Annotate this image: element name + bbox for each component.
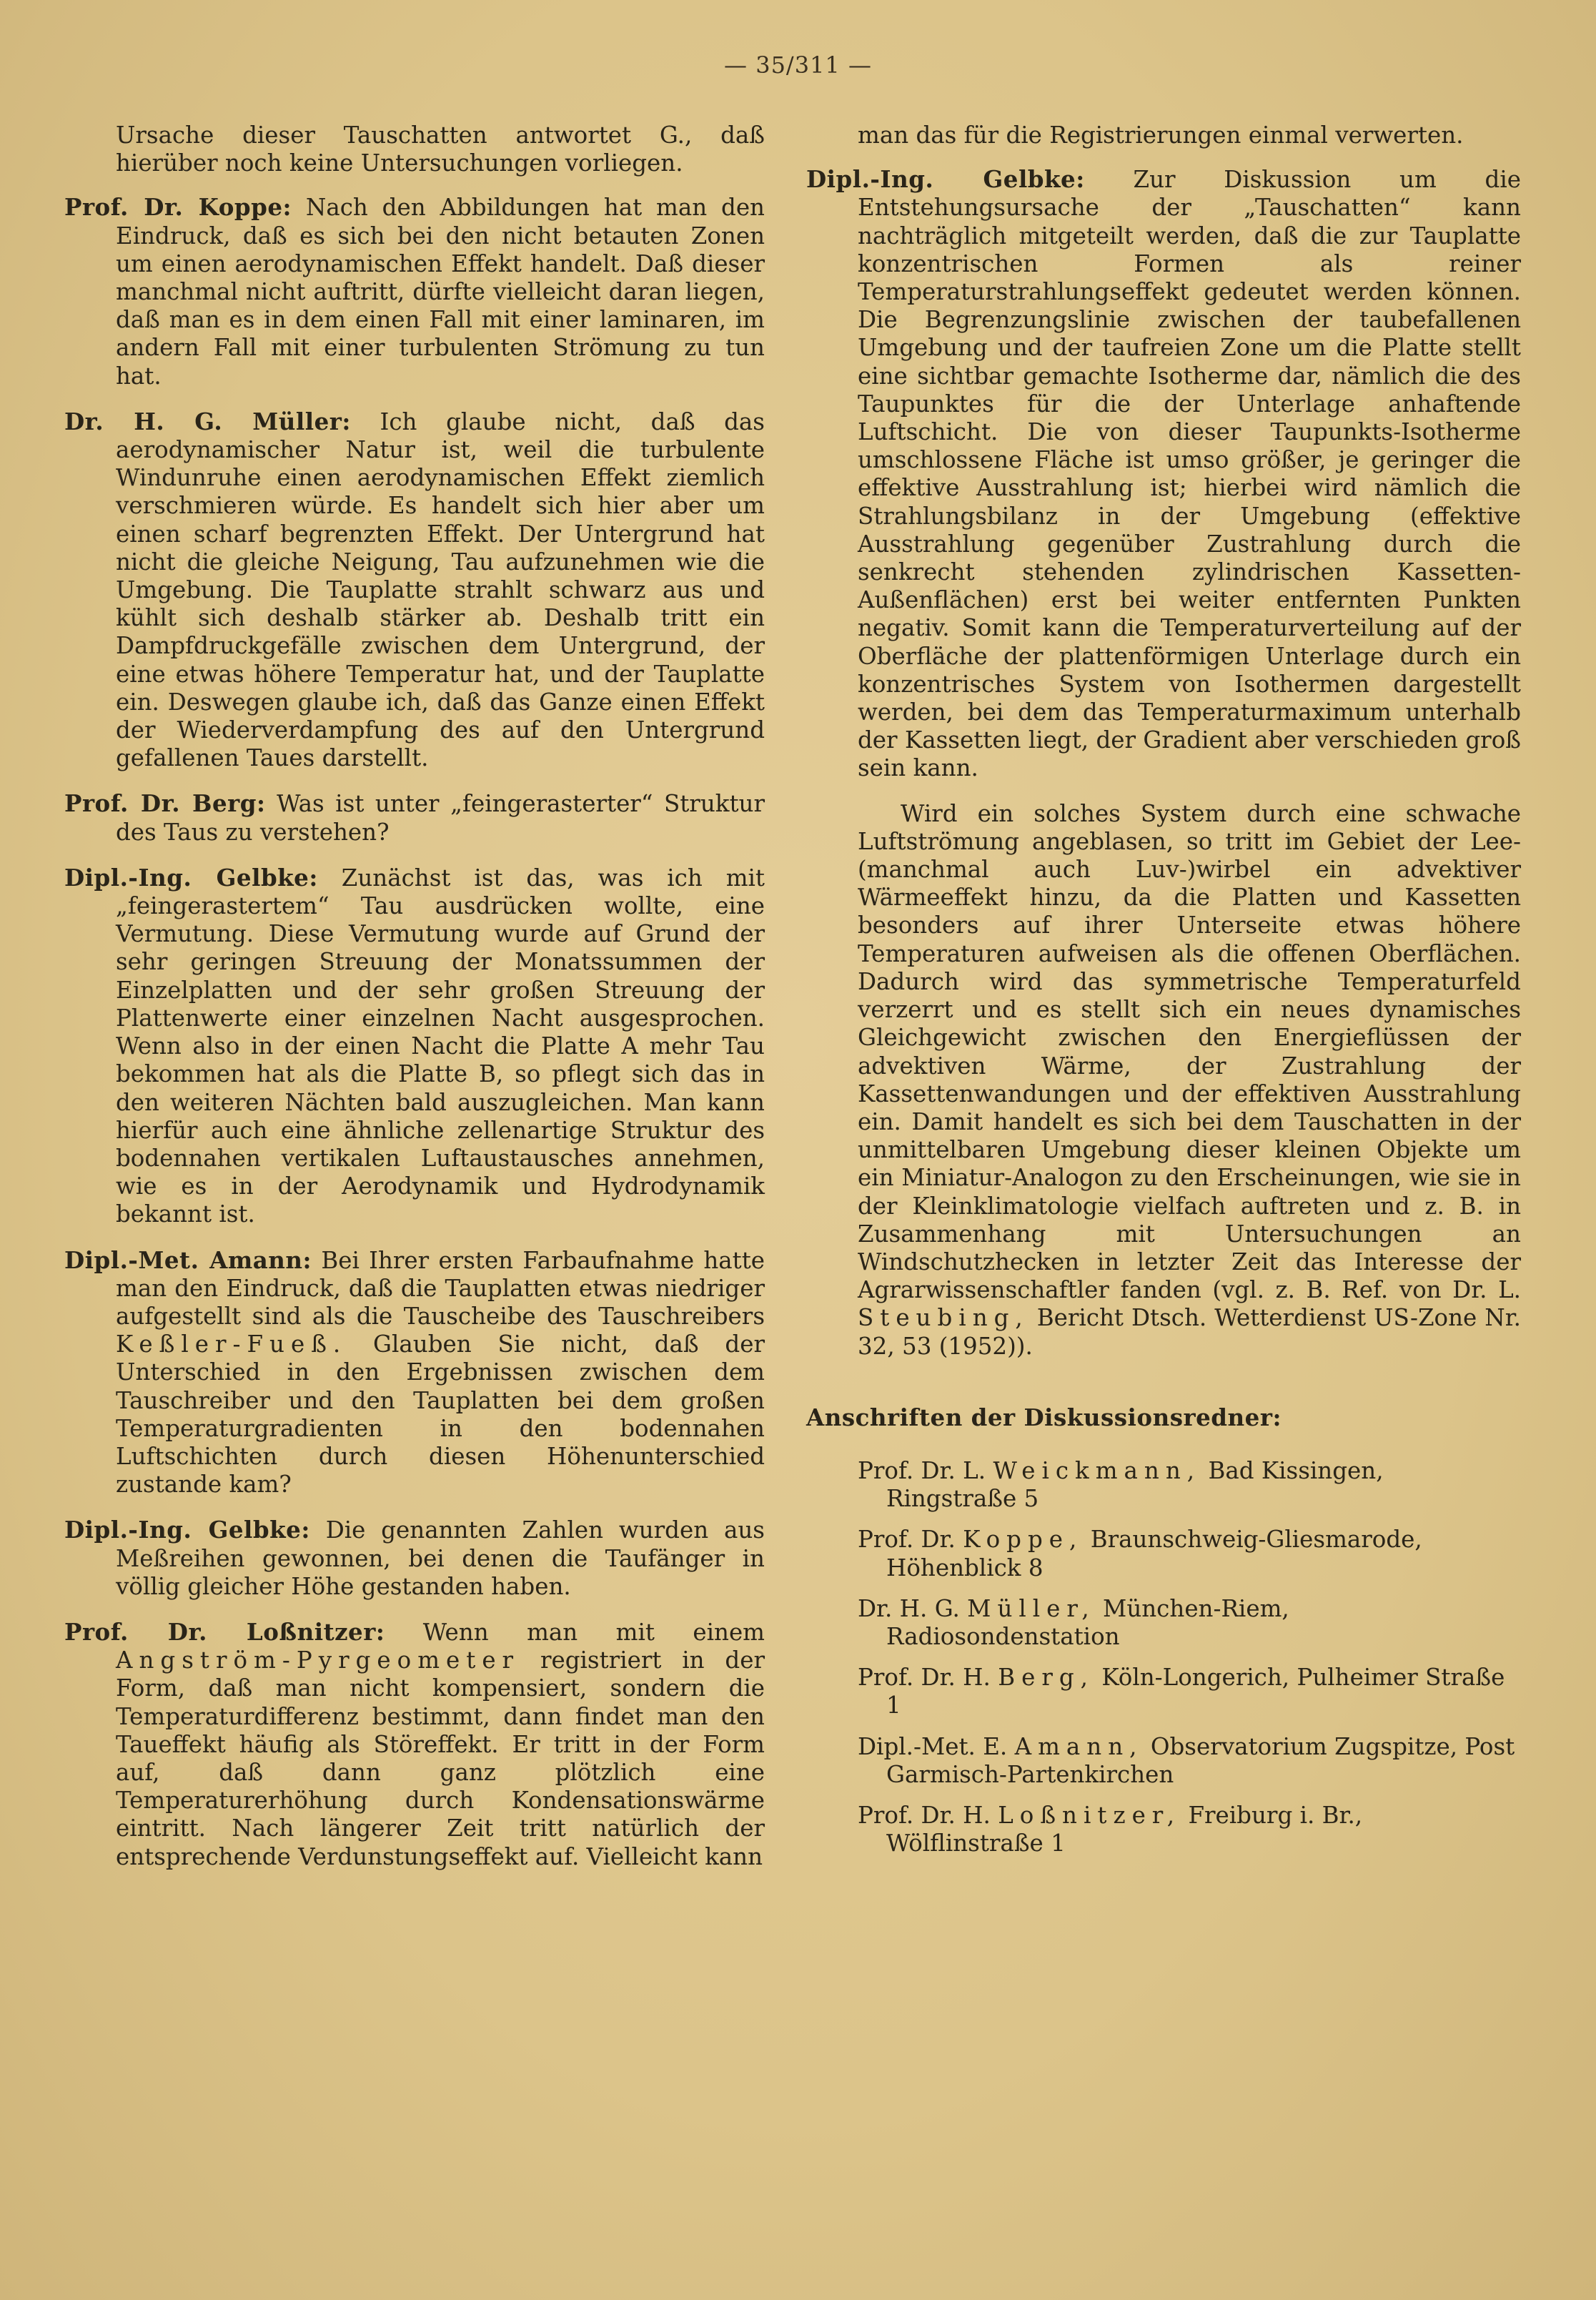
address-location: München-Riem, Radiosondenstation (886, 1594, 1289, 1650)
speaker-name: Dipl.-Ing. Gelbke: (806, 165, 1085, 194)
paragraph-text: Bei Ihrer ersten Farbaufnahme hatte man den Eindruck, daß die Tauplatten etwas niedriger aufgestellt sind als die Tauscheibe des Tauschreibers (116, 1246, 765, 1330)
paragraph-text: Wenn man mit einem (422, 1618, 765, 1646)
paragraph-continuation (806, 122, 1521, 149)
paragraph-text: Die genannten Zahlen wurden aus Meßreihen gewonnen, bei denen die Taufänger in völlig gleicher Höhe gestanden haben. (116, 1516, 765, 1600)
address-name: Berg, (998, 1664, 1094, 1692)
paragraph-text: Nach den Abbildungen hat man den Eindruck, daß es sich bei den nicht betauten Zonen um einen aerodynamischen Effekt handelt. Daß dieser manchmal nicht auftritt, dürfte vielleicht daran liegen, daß man es in dem einen Fall mit einer laminaren, im andern Fall mit einer turbulenten Strömung zu tun hat. (116, 194, 765, 390)
paragraph-text: registriert in der Form, daß man nicht kompensiert, sondern die Temperaturdifferenz bestimmt, dann findet man den Taueffekt häufig als Störeffekt. Er tritt in der Form auf, daß dann ganz plötzlich eine Temperaturerhöhung durch Kondensationswärme eintritt. Nach längerer Zeit tritt natürlich der entsprechende Verdunstungseffekt auf. Vielleicht kann (116, 1647, 765, 1870)
spaced-name: Steubing, (858, 1304, 1029, 1332)
address-entry (858, 1664, 1521, 1719)
address-name: Weickmann, (993, 1456, 1201, 1484)
discussion-paragraph-amann (64, 1246, 765, 1499)
page-number: — 35/311 — (724, 51, 872, 79)
speaker-name: Prof. Dr. Berg: (64, 789, 266, 818)
address-name: Koppe, (963, 1526, 1084, 1554)
addresses-heading: Anschriften der Diskussionsredner: (806, 1403, 1282, 1431)
address-location: Braunschweig-Gliesmarode, Höhenblick 8 (886, 1526, 1422, 1581)
left-column (64, 122, 765, 1888)
discussion-paragraph-berg (64, 789, 765, 846)
paragraph-text: Glauben Sie nicht, daß der Unterschied in den Ergebnissen zwischen dem Tauschreiber und den Tauplatten bei dem großen Temperaturgradienten in den bodennahen Luftschichten durch diesen Höhenunterschied zustande kam? (116, 1331, 765, 1499)
paragraph-text: Was ist unter „feingerasterter“ Struktur des Taus zu verstehen? (116, 790, 765, 846)
address-entry (858, 1802, 1521, 1857)
speaker-name: Dipl.-Met. Amann: (64, 1245, 312, 1274)
paragraph-text: Wird ein solches System durch eine schwache Luftströmung angeblasen, so tritt im Gebiet der Lee- (manchmal auch Luv-)wirbel ein advektiver Wärmeeffekt hinzu, da die Platten und Kassetten besonders auf ihrer Unterseite etwas höhere Temperaturen aufweisen als die offenen Oberflächen. Dadurch wird das symmetrische Temperaturfeld verzerrt und es stellt sich ein neues dynamisches Gleichgewicht zwischen den Energieflüssen der advektiven Wärme, der Zustrahlung der Kassettenwandungen und der effektiven Ausstrahlung ein. Damit handelt es sich bei dem Tauschatten in der unmittelbaren Umgebung dieser kleinen Objekte um ein Miniatur-Analogon zu den Erscheinungen, wie sie in der Kleinklimatologie vielfach auftreten und z. B. in Zusammenhang mit Untersuchungen an Windschutzhecken in letzter Zeit das Interesse der Agrarwissenschaftler fanden (vgl. z. B. Ref. von Dr. L. (858, 799, 1521, 1304)
address-location: Köln-Longerich, Pulheimer Straße 1 (886, 1664, 1505, 1719)
address-entry (858, 1457, 1521, 1513)
address-name: Müller, (967, 1594, 1096, 1622)
paragraph-text: Bericht Dtsch. Wetterdienst US-Zone Nr. 32, 53 (1952)). (858, 1304, 1521, 1360)
address-prefix: Dipl.-Met. E. (858, 1732, 1008, 1760)
discussion-paragraph-gelbke-2 (64, 1516, 765, 1601)
paragraph-text: Ursache dieser Tauschatten antwortet G., daß hierüber noch keine Untersuchungen vorliegen. (116, 122, 765, 177)
discussion-paragraph-gelbke-1 (64, 864, 765, 1229)
address-location: Bad Kissingen, Ringstraße 5 (886, 1456, 1384, 1513)
discussion-paragraph-mueller (64, 408, 765, 773)
speaker-name: Dr. H. G. Müller: (64, 407, 351, 435)
spaced-name: Keßler-Fueß. (116, 1331, 347, 1358)
address-prefix: Prof. Dr. H. (858, 1801, 991, 1829)
address-prefix: Prof. Dr. (858, 1526, 956, 1554)
paragraph-text: Zunächst ist das, was ich mit „feingerastertem“ Tau ausdrücken wollte, eine Vermutung. Diese Vermutung wurde auf Grund der sehr geringen Streuung der Monatssummen der Einzelplatten und der sehr großen Streuung der Plattenwerte einer einzelnen Nacht ausgesprochen. Wenn also in der einen Nacht die Platte A mehr Tau bekommen hat als die Platte B, so pflegt sich das in den weiteren Nächten bald auszugleichen. Man kann hierfür auch eine ähnliche zellenartige Struktur des bodennahen vertikalen Luftaustausches annehmen, wie es in der Aerodynamik und Hydrodynamik bekannt ist. (116, 864, 765, 1228)
speaker-name: Prof. Dr. Loßnitzer: (64, 1617, 385, 1646)
discussion-paragraph-gelbke-3 (806, 165, 1521, 782)
right-column (806, 122, 1521, 1870)
discussion-paragraph-lossnitzer (64, 1618, 765, 1871)
address-name: Loßnitzer, (998, 1801, 1181, 1829)
address-entry (858, 1595, 1521, 1651)
speaker-name: Prof. Dr. Koppe: (64, 193, 292, 222)
address-entry (858, 1526, 1521, 1581)
discussion-paragraph-gelbke-4 (806, 800, 1521, 1361)
discussion-paragraph-koppe (64, 193, 765, 390)
speaker-name: Dipl.-Ing. Gelbke: (64, 1516, 310, 1544)
address-prefix: Prof. Dr. L. (858, 1456, 986, 1484)
address-entry (858, 1733, 1521, 1789)
address-location: Freiburg i. Br., Wölflinstraße 1 (886, 1801, 1363, 1857)
address-prefix: Dr. H. G. (858, 1594, 960, 1622)
address-location: Observatorium Zugspitze, Post Garmisch-Partenkirchen (886, 1732, 1515, 1788)
address-name: Amann, (1014, 1732, 1144, 1760)
paragraph-text: man das für die Registrierungen einmal verwerten. (858, 122, 1464, 149)
address-prefix: Prof. Dr. H. (858, 1664, 991, 1692)
speaker-name: Dipl.-Ing. Gelbke: (64, 863, 318, 892)
paragraph-text: Ich glaube nicht, daß das aerodynamischer Natur ist, weil die turbulente Windunruhe einen aerodynamischen Effekt ziemlich verschmieren würde. Es handelt sich hier aber um einen scharf begrenzten Effekt. Der Untergrund hat nicht die gleiche Neigung, Tau aufzunehmen wie die Umgebung. Die Tauplatte strahlt schwarz aus und kühlt sich deshalb stärker ab. Deshalb tritt ein Dampfdruckgefälle zwischen dem Untergrund, der eine etwas höhere Temperatur hat, und der Tauplatte ein. Deswegen glaube ich, daß das Ganze einen Effekt der Wiederverdampfung des auf den Untergrund gefallenen Taues darstellt. (116, 408, 765, 772)
spaced-name: Angström-Pyrgeometer (116, 1647, 520, 1674)
paragraph-text: Zur Diskussion um die Entstehungsursache der „Tauschatten“ kann nachträglich mitgeteilt werden, daß die zur Tauplatte konzentrischen Formen als reiner Temperaturstrahlungseffekt gedeutet werden können. Die Begrenzungslinie zwischen der taubefallenen Umgebung und der taufreien Zone um die Platte stellt eine sichtbar gemachte Isotherme dar, nämlich die des Taupunktes für die der Unterlage anhaftende Luftschicht. Die von dieser Taupunkts-Isotherme umschlossene Fläche ist umso größer, je geringer die effektive Ausstrahlung ist; hierbei wird nämlich die Strahlungsbilanz in der Umgebung (effektive Ausstrahlung gegenüber Zustrahlung durch die senkrecht stehenden zylindrischen Kassetten-Außenflächen) erst bei weiter entfernten Punkten negativ. Somit kann die Temperaturverteilung auf der Oberfläche der plattenförmigen Unterlage durch ein konzentrisches System von Isothermen dargestellt werden, bei dem das Temperaturmaximum unterhalb der Kassetten liegt, der Gradient aber verschieden groß sein kann. (858, 166, 1521, 782)
paragraph-continuation (64, 122, 765, 177)
